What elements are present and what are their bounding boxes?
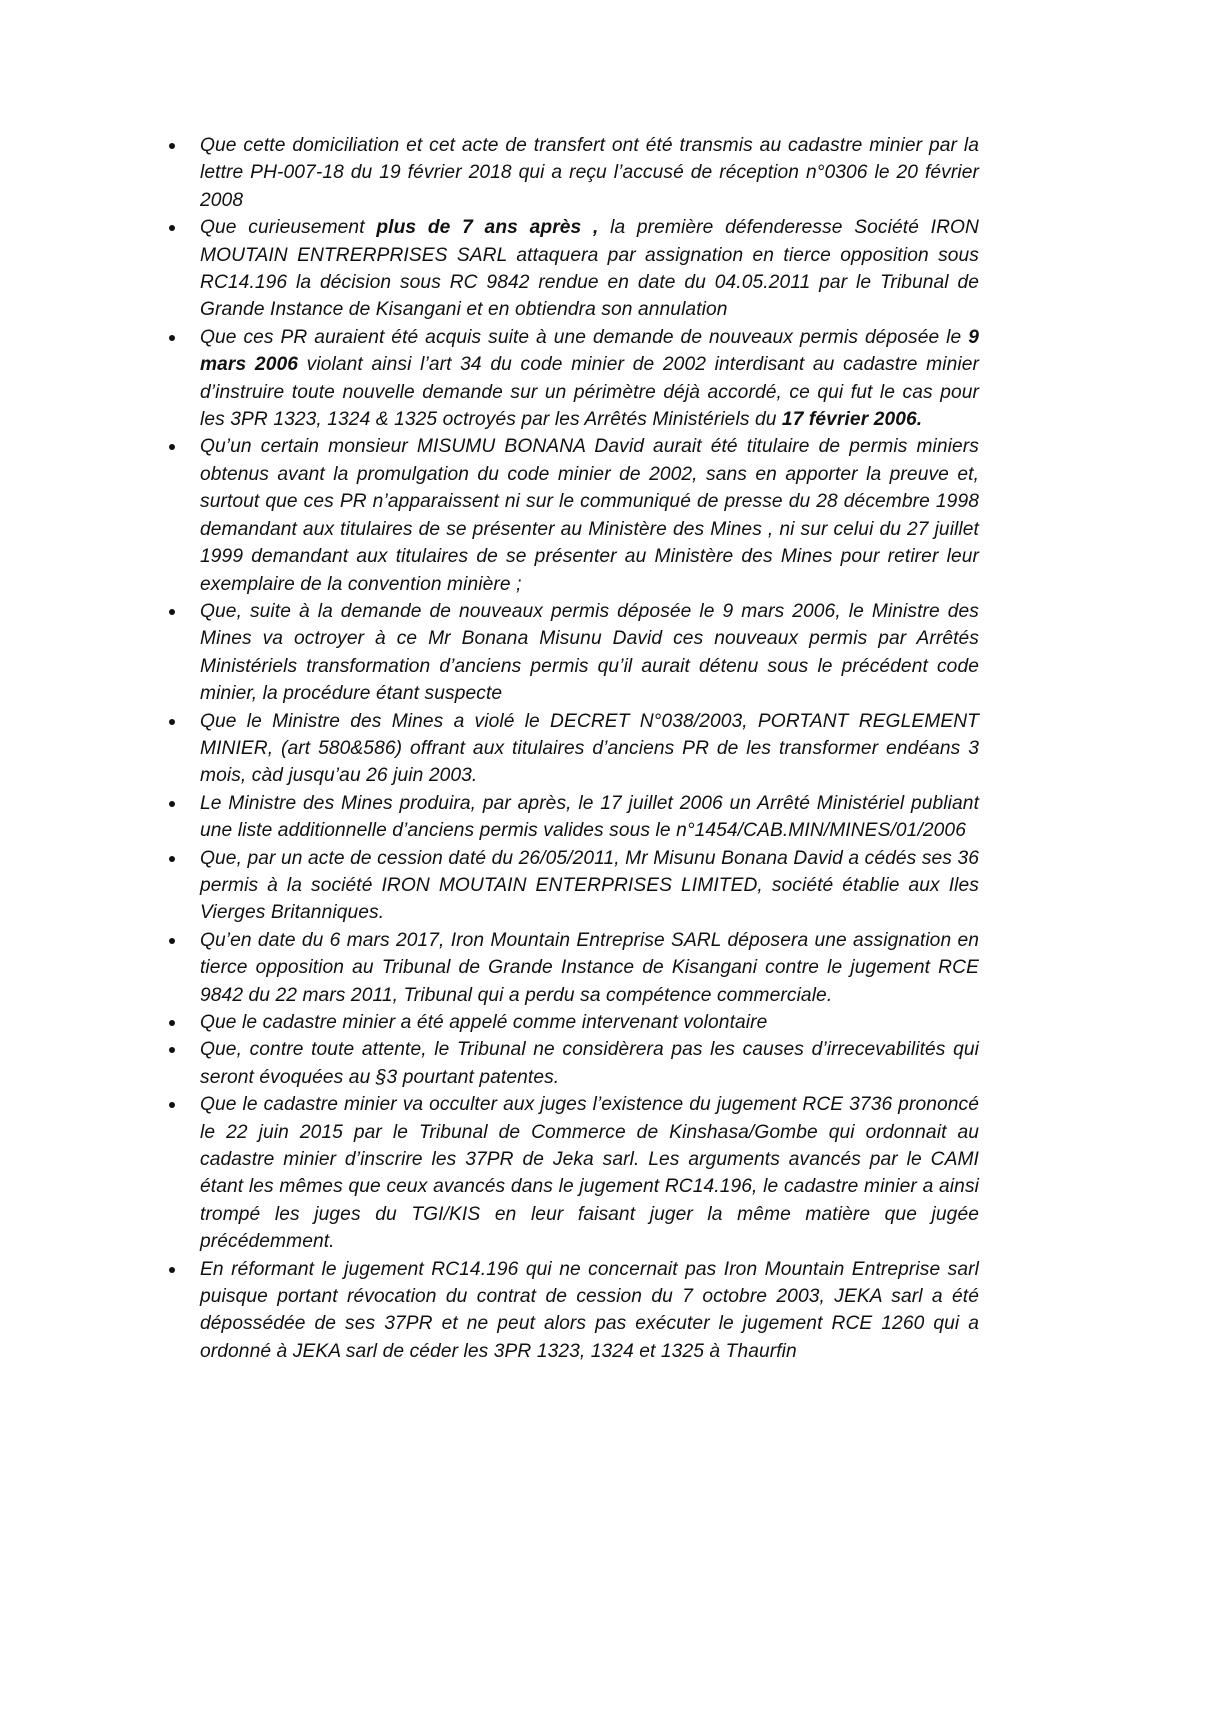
list-item-text: [200, 436, 979, 594]
text-segment: Que le Ministre des Mines a violé le DECRET N°038/2003, PORTANT REGLEMENT MINIER, (art 580&586) offrant aux titulaires d’anciens PR de les transformer endéans 3 mois, càd jusqu’au 26 juin 2003.: [200, 710, 979, 787]
text-segment: Qu’en date du 6 mars 2017, Iron Mountain Entreprise SARL déposera une assignation en tierce opposition au Tribunal de Grande Instance de Kisangani contre le jugement RCE 9842 du 22 mars 2011, Tribunal qui a perdu sa compétence commerciale.: [200, 929, 979, 1006]
bullet-icon: [169, 143, 175, 149]
list-item-text: [200, 711, 979, 787]
text-segment: Que le cadastre minier a été appelé comme intervenant volontaire: [200, 1012, 768, 1033]
list-item-text: [200, 1012, 767, 1033]
bold-text-segment: 9 mars 2006: [200, 326, 979, 376]
text-segment: Que, contre toute attente, le Tribunal ne considèrera pas les causes d’irrecevabilités qui seront évoquées au §3 pourtant patentes.: [200, 1039, 979, 1088]
list-item-text: [200, 1094, 979, 1252]
bold-text-segment: 17 février 2006.: [781, 409, 923, 431]
text-segment: En réformant le jugement RC14.196 qui ne concernait pas Iron Mountain Entreprise sarl puisque portant révocation du contrat de cession du 7 octobre 2003, JEKA sarl a été dépossédée de ses 37PR et ne peut alors pas exécuter le jugement RCE 1260 qui a ordonné à JEKA sarl de céder les 3PR 1323, 1324 et 1325 à Thaurfin: [200, 1258, 979, 1362]
list-item: [164, 1036, 979, 1091]
bullet-icon: [169, 938, 175, 944]
text-segment: Que, par un acte de cession daté du 26/05/2011, Mr Misunu Bonana David a cédés ses 36 permis à la société IRON MOUTAIN ENTERPRISES LIMITED, société établie aux Iles Vierges Britanniques.: [200, 847, 979, 924]
list-item-text: [200, 930, 979, 1006]
list-item: [164, 1256, 979, 1366]
list-item-text: [200, 793, 979, 841]
bullet-icon: [169, 609, 175, 615]
bullet-icon: [169, 1047, 175, 1053]
list-item: [164, 214, 979, 324]
text-segment: Que cette domiciliation et cet acte de transfert ont été transmis au cadastre minier par la lettre PH-007-18 du 19 février 2018 qui a reçu l’accusé de réception n°0306 le 20 février 2008: [200, 135, 979, 211]
bullet-icon: [169, 335, 175, 341]
list-item: [164, 1091, 979, 1255]
list-item-text: [200, 848, 979, 924]
text-segment: Que le cadastre minier va occulter aux juges l’existence du jugement RCE 3736 prononcé le 22 juin 2015 par le Tribunal de Commerce de Kinshasa/Gombe qui ordonnait au cadastre minier d’inscrire les 37PR de Jeka sarl. Les arguments avancés par le CAMI étant les mêmes que ceux avancés dans le jugement RC14.196, le cadastre minier a ainsi trompé les juges du TGI/KIS en leur faisant juger la même matière que jugée précédemment.: [200, 1094, 979, 1253]
list-item-text: [200, 1039, 979, 1087]
text-segment: Que, suite à la demande de nouveaux permis déposée le 9 mars 2006, le Ministre des Mines va octroyer à ce Mr Bonana Misunu David ces nouveaux permis par Arrêtés Ministériels transformation d’anciens permis qu’il aurait détenu sous le précédent code minier, la procédure étant suspecte: [200, 600, 979, 705]
bullet-list: [164, 132, 979, 1365]
text-segment: Le Ministre des Mines produira, par après, le 17 juillet 2006 un Arrêté Ministériel publiant une liste additionnelle d’anciens permis valides sous le n°1454/CAB.MIN/MINES/01/2006: [200, 792, 979, 842]
list-item: [164, 790, 979, 845]
bullet-icon: [169, 444, 175, 450]
text-segment: la première défenderesse Société IRON MOUTAIN ENTRERPRISES SARL attaquera par assignation en tierce opposition sous RC14.196 la décision sous RC 9842 rendue en date du 04.05.2011 par le Tribunal de Grande Instance de Kisangani et en obtiendra son annulation: [200, 217, 980, 321]
text-segment: Que curieusement: [200, 217, 377, 239]
bullet-icon: [169, 856, 175, 862]
list-item: [164, 598, 979, 708]
list-item-text: [200, 135, 979, 211]
list-item-text: [200, 327, 979, 430]
text-segment: Que ces PR auraient été acquis suite à une demande de nouveaux permis déposée le: [200, 326, 969, 348]
text-segment: Qu’un certain monsieur MISUMU BONANA David aurait été titulaire de permis miniers obtenus avant la promulgation du code minier de 2002, sans en apporter la preuve et, surtout que ces PR n’apparaissent ni sur le communiqué de presse du 28 décembre 1998 demandant aux titulaires de se présenter au Ministère des Mines , ni sur celui du 27 juillet 1999 demandant aux titulaires de se présenter au Ministère des Mines pour retirer leur exemplaire de la convention minière ;: [200, 436, 979, 595]
bullet-icon: [169, 719, 175, 725]
list-item: [164, 324, 979, 434]
bullet-icon: [169, 801, 175, 807]
bullet-icon: [169, 1267, 175, 1273]
list-item-text: [200, 1259, 979, 1362]
bullet-icon: [169, 1020, 175, 1026]
list-item: [164, 845, 979, 927]
list-item: [164, 708, 979, 790]
list-item: [164, 927, 979, 1009]
list-item-text: [200, 601, 979, 704]
bold-text-segment: plus de 7 ans après ,: [376, 217, 599, 239]
list-item: [164, 1009, 979, 1036]
bullet-icon: [169, 1102, 175, 1108]
list-item-text: [200, 217, 979, 320]
list-item: [164, 132, 979, 214]
bullet-icon: [169, 225, 175, 231]
text-segment: violant ainsi l’art 34 du code minier de 2002 interdisant au cadastre minier d’instruire toute nouvelle demande sur un périmètre déjà accordé, ce qui fut le cas pour les 3PR 1323, 1324 & 1325 octroyés par les Arrêtés Ministériels du: [200, 354, 979, 431]
list-item: [164, 433, 979, 597]
